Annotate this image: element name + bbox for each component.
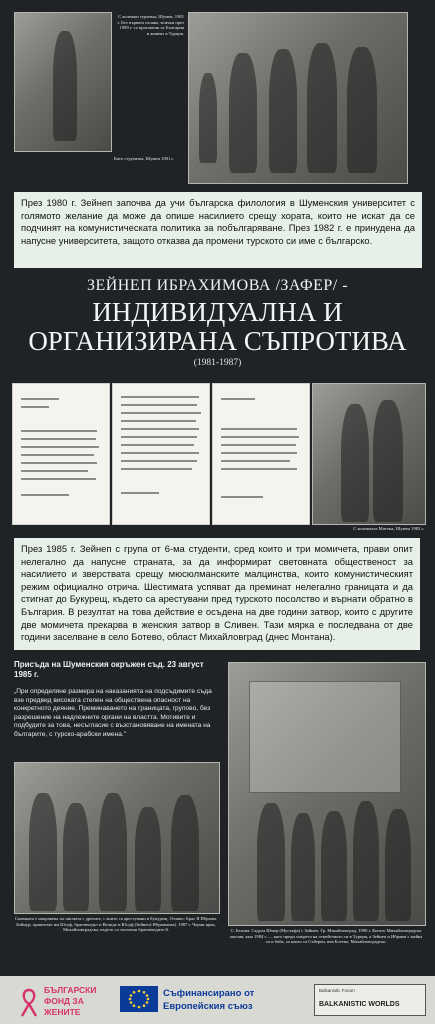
photo-with-colleague: [312, 383, 426, 525]
fund-name-line-1: БЪЛГАРСКИ: [44, 985, 97, 995]
photo-group-arrest: [14, 762, 220, 914]
title-line-2: ОРГАНИЗИРАНА СЪПРОТИВА: [28, 326, 407, 356]
archive-document-3: [212, 383, 310, 525]
story-textbox: През 1985 г. Зейнеп с група от 6-ма студенти, сред които и три момичета, прави опит нелегално да напусне страната, за да информират световната общественост за насилието и зверствата срещу мюсюлманските малцинства, които комунистическият режим официално отрича. Шестимата успяват да преминат нелегално границата и да стигнат до Букурещ, където са арестувани пред турското посолство и върнати обратно в България. В резултат на това действие е осъдена на две години затвор, които с другите две момичета прекарва в женския затвор в Сливен. Тази мярка е последвана от две години заселване в село Ботево, област Михайловград (днес Монтана).: [14, 538, 420, 650]
caption-group-arrest: Снимката е направена по писмата с дрехите, с които са арестувани в Букурещ. Отляво: Брас Я Ибраим, Бейнур, приятелят им Юсуф, братовчедът в Велиде и Юсуф (Зейнеп) Ибраимова). 1987 г. Черни ярък, Михайловградско, където са заселени братовчедите й.: [15, 916, 217, 933]
photo-family-house: [228, 662, 426, 926]
balkanistic-forum-label: Balkanistic Forum: [319, 988, 355, 993]
balkanistic-worlds-label: BALKANISTIC WORLDS: [319, 1001, 400, 1008]
fund-name-line-2: ФОНД ЗА: [44, 996, 84, 1006]
caption-colleague-migena: С колежката Мигена, Шумен 1982 г.: [353, 526, 424, 531]
footer-logos: [0, 976, 435, 1024]
archive-document-2: [112, 383, 210, 525]
eu-flag-icon: [120, 986, 158, 1012]
title-years: (1981-1987): [193, 358, 242, 368]
person-name: ЗЕЙНЕП ИБРАХИМОВА /ЗАФЕР/ -: [86, 277, 349, 294]
eu-cofunded-line-1: Съфинансирано от: [163, 988, 255, 999]
eu-cofunded-line-2: Европейския съюз: [163, 1001, 253, 1012]
caption-student: Като студентка, Шумен 1981 г.: [114, 156, 174, 161]
caption-family-house: С. Бехова. Садула Юмер (Мустафа) с Зейнеп. Гр. Михайловград, 1990 г. Когато Михайловградска околия, към 1984 г. — като преди смъртта на семейството си в Турция, а Зейнеп и Ибраим с майка си и баба, за които са Съберен, във Ботево, Михайловградско.: [229, 928, 423, 945]
archive-document-1: [12, 383, 110, 525]
intro-textbox: През 1980 г. Зейнеп започва да учи българска филология в Шуменския университет с голямото желание да може да опише насилието срещу хората, които не искат да се подчинят на комунистическата политика за побългаряване. През 1982 г. е принудена да напусне университета, защото отказва да промени турското си име с българско.: [14, 192, 422, 268]
sentence-quote: „При определяне размера на наказанията на подсъдимите съда взе предвид високата степен на обществена опасност на конкретното деяние. Преминаването на границата, групово, без разрешение на надлежните органи на властта. Мотивите и подбудите за това, несъгласие с възстановяване на имената на българите, с турско-арабски имена.": [14, 688, 212, 738]
photo-student-portrait: [14, 12, 112, 152]
caption-colleagues: С колежки туризъм, Шумен, 1981 г. Без първата отляво, всички през 1989 г. са прогонени от България и живеят в Турция.: [117, 14, 184, 36]
fund-ribbon-icon: [18, 988, 40, 1023]
title-line-1: ИНДИВИДУАЛНА И: [92, 297, 343, 327]
balkanistic-logo: [314, 984, 426, 1016]
fund-name-line-3: ЖЕНИТЕ: [44, 1007, 81, 1017]
photo-colleagues-group: [188, 12, 408, 184]
sentence-heading: Присъда на Шуменския окръжен съд. 23 август 1985 г.: [14, 660, 204, 679]
